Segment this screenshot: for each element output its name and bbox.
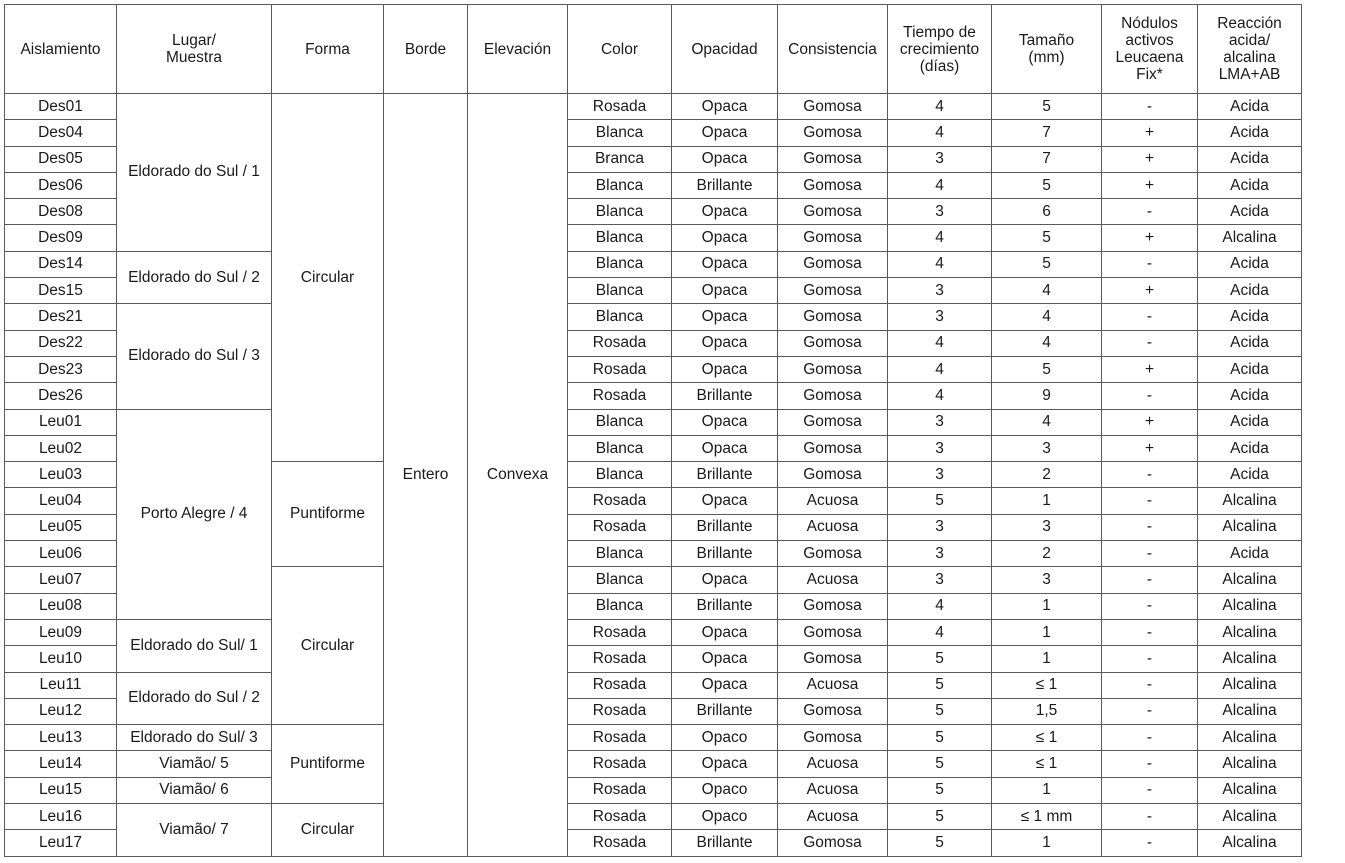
cell-tiempo: 3 (888, 199, 992, 225)
cell-tiempo: 5 (888, 646, 992, 672)
cell-tamano: 3 (992, 567, 1102, 593)
cell-tiempo: 5 (888, 488, 992, 514)
cell-opacidad: Opaca (672, 225, 778, 251)
cell-nodulos: - (1102, 330, 1198, 356)
cell-reaccion: Alcalina (1198, 804, 1302, 830)
cell-color: Blanca (568, 120, 672, 146)
cell-reaccion: Acida (1198, 146, 1302, 172)
cell-opacidad: Opaca (672, 146, 778, 172)
cell-lugar: Eldorado do Sul / 1 (117, 94, 272, 252)
cell-opacidad: Opaca (672, 94, 778, 120)
cell-tamano: 1 (992, 593, 1102, 619)
cell-aislamiento: Leu08 (5, 593, 117, 619)
cell-tamano: 5 (992, 94, 1102, 120)
cell-forma: Puntiforme (272, 725, 384, 804)
cell-lugar: Viamão/ 5 (117, 751, 272, 777)
cell-tamano: ≤ 1 (992, 672, 1102, 698)
cell-reaccion: Alcalina (1198, 514, 1302, 540)
cell-opacidad: Opaca (672, 409, 778, 435)
cell-opacidad: Opaca (672, 330, 778, 356)
cell-opacidad: Opaca (672, 567, 778, 593)
cell-aislamiento: Des15 (5, 278, 117, 304)
cell-color: Branca (568, 146, 672, 172)
cell-reaccion: Acida (1198, 251, 1302, 277)
cell-opacidad: Opaca (672, 751, 778, 777)
cell-tiempo: 4 (888, 619, 992, 645)
cell-consistencia: Gomosa (778, 462, 888, 488)
header-nodulos (1102, 5, 1198, 94)
cell-aislamiento: Leu07 (5, 567, 117, 593)
header-tiempo-line3: (días) (919, 57, 960, 75)
cell-reaccion: Acida (1198, 541, 1302, 567)
cell-aislamiento: Leu01 (5, 409, 117, 435)
cell-aislamiento: Leu11 (5, 672, 117, 698)
cell-reaccion: Acida (1198, 304, 1302, 330)
cell-consistencia: Gomosa (778, 251, 888, 277)
cell-opacidad: Opaco (672, 804, 778, 830)
cell-reaccion: Alcalina (1198, 567, 1302, 593)
cell-color: Blanca (568, 278, 672, 304)
table-row (5, 725, 1302, 751)
header-borde-text: Borde (404, 40, 447, 58)
cell-aislamiento: Des06 (5, 172, 117, 198)
table-body (5, 94, 1302, 857)
cell-consistencia: Acuosa (778, 514, 888, 540)
cell-color: Rosada (568, 330, 672, 356)
cell-nodulos: - (1102, 541, 1198, 567)
table-row (5, 304, 1302, 330)
cell-opacidad: Opaco (672, 725, 778, 751)
cell-tamano: 5 (992, 251, 1102, 277)
cell-elevacion: Convexa (468, 94, 568, 857)
cell-aislamiento: Des09 (5, 225, 117, 251)
cell-color: Rosada (568, 94, 672, 120)
table-container (4, 4, 1302, 857)
cell-color: Rosada (568, 672, 672, 698)
cell-aislamiento: Leu05 (5, 514, 117, 540)
cell-consistencia: Gomosa (778, 725, 888, 751)
cell-consistencia: Gomosa (778, 199, 888, 225)
cell-opacidad: Opaco (672, 777, 778, 803)
cell-tamano: 1 (992, 646, 1102, 672)
cell-reaccion: Alcalina (1198, 698, 1302, 724)
cell-color: Rosada (568, 488, 672, 514)
cell-tiempo: 3 (888, 541, 992, 567)
header-aislamiento-text: Aislamiento (20, 40, 101, 58)
cell-tamano: 2 (992, 541, 1102, 567)
cell-tiempo: 3 (888, 435, 992, 461)
cell-tiempo: 5 (888, 830, 992, 856)
cell-color: Blanca (568, 593, 672, 619)
cell-opacidad: Opaca (672, 304, 778, 330)
cell-lugar: Eldorado do Sul / 2 (117, 251, 272, 304)
header-reaccion-line3: LMA+AB (1218, 66, 1281, 83)
header-elevacion (468, 5, 568, 94)
header-borde (384, 5, 468, 94)
cell-opacidad: Brillante (672, 541, 778, 567)
cell-tamano: 1 (992, 488, 1102, 514)
cell-aislamiento: Leu13 (5, 725, 117, 751)
cell-tamano: ≤ 1 (992, 725, 1102, 751)
cell-consistencia: Gomosa (778, 146, 888, 172)
cell-reaccion: Acida (1198, 172, 1302, 198)
cell-nodulos: + (1102, 172, 1198, 198)
cell-color: Rosada (568, 777, 672, 803)
table-row (5, 777, 1302, 803)
cell-opacidad: Brillante (672, 172, 778, 198)
header-color (568, 5, 672, 94)
header-tiempo-line2: crecimiento (899, 40, 980, 58)
cell-nodulos: - (1102, 698, 1198, 724)
cell-consistencia: Gomosa (778, 356, 888, 382)
header-opacidad (672, 5, 778, 94)
cell-lugar: Viamão/ 6 (117, 777, 272, 803)
header-nodulos-line2: activos (1125, 32, 1174, 49)
cell-nodulos: - (1102, 251, 1198, 277)
cell-consistencia: Acuosa (778, 751, 888, 777)
cell-tiempo: 4 (888, 172, 992, 198)
table-row (5, 94, 1302, 120)
cell-tamano: 3 (992, 435, 1102, 461)
header-tiempo-line1: Tiempo de (903, 23, 976, 41)
cell-tiempo: 4 (888, 383, 992, 409)
cell-opacidad: Opaca (672, 199, 778, 225)
cell-tiempo: 5 (888, 698, 992, 724)
cell-nodulos: + (1102, 356, 1198, 382)
table-row (5, 251, 1302, 277)
table-row (5, 751, 1302, 777)
cell-aislamiento: Leu14 (5, 751, 117, 777)
cell-opacidad: Opaca (672, 120, 778, 146)
header-nodulos-line3: Leucaena (1115, 49, 1184, 66)
header-lugar-line1: Lugar/ (172, 32, 216, 49)
cell-aislamiento: Des21 (5, 304, 117, 330)
cell-forma: Puntiforme (272, 462, 384, 567)
header-reaccion-line1: Reacción acida/ (1217, 15, 1282, 49)
cell-consistencia: Acuosa (778, 672, 888, 698)
cell-tamano: 6 (992, 199, 1102, 225)
cell-color: Blanca (568, 567, 672, 593)
cell-tamano: ≤ 1 mm (992, 804, 1102, 830)
cell-nodulos: + (1102, 409, 1198, 435)
header-tiempo (888, 5, 992, 94)
cell-nodulos: - (1102, 830, 1198, 856)
cell-opacidad: Opaca (672, 251, 778, 277)
header-tamano-line1: Tamaño (1018, 32, 1075, 49)
isolates-table (4, 4, 1302, 857)
cell-aislamiento: Leu09 (5, 619, 117, 645)
cell-reaccion: Alcalina (1198, 777, 1302, 803)
cell-consistencia: Acuosa (778, 804, 888, 830)
cell-color: Blanca (568, 435, 672, 461)
cell-tamano: 1,5 (992, 698, 1102, 724)
cell-consistencia: Gomosa (778, 409, 888, 435)
cell-aislamiento: Leu02 (5, 435, 117, 461)
cell-tamano: 7 (992, 146, 1102, 172)
cell-aislamiento: Des08 (5, 199, 117, 225)
cell-consistencia: Gomosa (778, 646, 888, 672)
cell-tamano: 5 (992, 172, 1102, 198)
cell-opacidad: Opaca (672, 646, 778, 672)
cell-aislamiento: Leu17 (5, 830, 117, 856)
cell-tamano: 5 (992, 356, 1102, 382)
cell-nodulos: - (1102, 725, 1198, 751)
cell-color: Blanca (568, 541, 672, 567)
cell-reaccion: Acida (1198, 120, 1302, 146)
cell-aislamiento: Des05 (5, 146, 117, 172)
cell-nodulos: - (1102, 567, 1198, 593)
cell-nodulos: - (1102, 304, 1198, 330)
cell-nodulos: + (1102, 120, 1198, 146)
cell-lugar: Eldorado do Sul / 2 (117, 672, 272, 725)
cell-aislamiento: Des26 (5, 383, 117, 409)
cell-aislamiento: Des04 (5, 120, 117, 146)
cell-tamano: 1 (992, 619, 1102, 645)
cell-nodulos: + (1102, 146, 1198, 172)
cell-consistencia: Acuosa (778, 777, 888, 803)
cell-tiempo: 3 (888, 409, 992, 435)
cell-color: Blanca (568, 225, 672, 251)
cell-forma: Circular (272, 567, 384, 725)
cell-color: Rosada (568, 383, 672, 409)
cell-opacidad: Brillante (672, 698, 778, 724)
header-tamano (992, 5, 1102, 94)
cell-tiempo: 5 (888, 804, 992, 830)
cell-nodulos: - (1102, 94, 1198, 120)
header-lugar (117, 5, 272, 94)
header-color-text: Color (600, 40, 639, 58)
cell-tamano: 1 (992, 830, 1102, 856)
cell-aislamiento: Des23 (5, 356, 117, 382)
cell-borde: Entero (384, 94, 468, 857)
cell-tamano: ≤ 1 (992, 751, 1102, 777)
cell-opacidad: Opaca (672, 488, 778, 514)
cell-consistencia: Gomosa (778, 94, 888, 120)
cell-color: Blanca (568, 462, 672, 488)
cell-aislamiento: Leu16 (5, 804, 117, 830)
header-elevacion-text: Elevación (483, 40, 552, 58)
cell-tamano: 3 (992, 514, 1102, 540)
cell-aislamiento: Leu03 (5, 462, 117, 488)
cell-tiempo: 5 (888, 777, 992, 803)
cell-color: Rosada (568, 646, 672, 672)
cell-tiempo: 4 (888, 94, 992, 120)
cell-tamano: 5 (992, 225, 1102, 251)
cell-tiempo: 5 (888, 725, 992, 751)
header-reaccion-line2: alcalina (1223, 49, 1276, 66)
cell-consistencia: Gomosa (778, 593, 888, 619)
cell-lugar: Eldorado do Sul/ 1 (117, 619, 272, 672)
cell-tiempo: 5 (888, 672, 992, 698)
cell-tamano: 4 (992, 278, 1102, 304)
cell-consistencia: Gomosa (778, 541, 888, 567)
cell-color: Rosada (568, 514, 672, 540)
table-row (5, 619, 1302, 645)
header-tamano-line2: (mm) (1028, 49, 1065, 66)
cell-lugar: Porto Alegre / 4 (117, 409, 272, 619)
cell-tiempo: 4 (888, 225, 992, 251)
cell-opacidad: Brillante (672, 593, 778, 619)
cell-lugar: Eldorado do Sul / 3 (117, 304, 272, 409)
header-consistencia (778, 5, 888, 94)
cell-aislamiento: Leu10 (5, 646, 117, 672)
cell-opacidad: Brillante (672, 383, 778, 409)
cell-reaccion: Alcalina (1198, 646, 1302, 672)
cell-nodulos: - (1102, 514, 1198, 540)
cell-tiempo: 4 (888, 356, 992, 382)
cell-reaccion: Alcalina (1198, 751, 1302, 777)
cell-nodulos: - (1102, 593, 1198, 619)
cell-color: Rosada (568, 619, 672, 645)
cell-nodulos: - (1102, 672, 1198, 698)
header-row (5, 5, 1302, 94)
cell-reaccion: Acida (1198, 278, 1302, 304)
cell-reaccion: Alcalina (1198, 830, 1302, 856)
cell-reaccion: Alcalina (1198, 225, 1302, 251)
cell-forma: Circular (272, 804, 384, 857)
cell-reaccion: Alcalina (1198, 725, 1302, 751)
cell-tiempo: 3 (888, 278, 992, 304)
cell-color: Blanca (568, 409, 672, 435)
cell-aislamiento: Leu15 (5, 777, 117, 803)
cell-color: Blanca (568, 251, 672, 277)
header-consistencia-text: Consistencia (788, 40, 877, 58)
cell-reaccion: Acida (1198, 409, 1302, 435)
cell-consistencia: Gomosa (778, 120, 888, 146)
cell-tamano: 4 (992, 304, 1102, 330)
cell-tiempo: 3 (888, 146, 992, 172)
cell-tiempo: 5 (888, 751, 992, 777)
cell-opacidad: Brillante (672, 462, 778, 488)
cell-reaccion: Acida (1198, 199, 1302, 225)
cell-opacidad: Opaca (672, 356, 778, 382)
cell-reaccion: Acida (1198, 383, 1302, 409)
cell-nodulos: - (1102, 199, 1198, 225)
table-row (5, 672, 1302, 698)
cell-reaccion: Alcalina (1198, 488, 1302, 514)
cell-consistencia: Acuosa (778, 567, 888, 593)
cell-tiempo: 4 (888, 330, 992, 356)
cell-tiempo: 4 (888, 120, 992, 146)
cell-consistencia: Gomosa (778, 278, 888, 304)
cell-consistencia: Acuosa (778, 488, 888, 514)
cell-nodulos: - (1102, 777, 1198, 803)
cell-aislamiento: Leu12 (5, 698, 117, 724)
cell-consistencia: Gomosa (778, 435, 888, 461)
cell-tamano: 1 (992, 777, 1102, 803)
cell-reaccion: Alcalina (1198, 593, 1302, 619)
cell-color: Rosada (568, 356, 672, 382)
cell-color: Rosada (568, 698, 672, 724)
table-row (5, 804, 1302, 830)
cell-opacidad: Opaca (672, 278, 778, 304)
cell-aislamiento: Des01 (5, 94, 117, 120)
cell-tiempo: 3 (888, 304, 992, 330)
cell-nodulos: - (1102, 619, 1198, 645)
cell-tiempo: 4 (888, 251, 992, 277)
cell-nodulos: - (1102, 804, 1198, 830)
cell-color: Rosada (568, 751, 672, 777)
cell-lugar: Eldorado do Sul/ 3 (117, 725, 272, 751)
cell-tiempo: 4 (888, 593, 992, 619)
cell-reaccion: Acida (1198, 330, 1302, 356)
cell-nodulos: - (1102, 383, 1198, 409)
cell-nodulos: + (1102, 278, 1198, 304)
cell-tamano: 7 (992, 120, 1102, 146)
cell-consistencia: Gomosa (778, 225, 888, 251)
cell-tiempo: 3 (888, 567, 992, 593)
cell-nodulos: - (1102, 488, 1198, 514)
cell-reaccion: Acida (1198, 94, 1302, 120)
cell-forma: Circular (272, 94, 384, 462)
cell-opacidad: Brillante (672, 830, 778, 856)
header-lugar-line2: Muestra (166, 49, 222, 66)
cell-color: Blanca (568, 304, 672, 330)
cell-aislamiento: Des14 (5, 251, 117, 277)
cell-aislamiento: Leu06 (5, 541, 117, 567)
header-opacidad-text: Opacidad (691, 40, 758, 58)
cell-nodulos: + (1102, 225, 1198, 251)
cell-consistencia: Gomosa (778, 172, 888, 198)
cell-aislamiento: Des22 (5, 330, 117, 356)
cell-tamano: 4 (992, 409, 1102, 435)
table-row (5, 409, 1302, 435)
cell-consistencia: Gomosa (778, 304, 888, 330)
cell-tiempo: 3 (888, 514, 992, 540)
cell-reaccion: Acida (1198, 356, 1302, 382)
cell-consistencia: Gomosa (778, 619, 888, 645)
cell-tiempo: 3 (888, 462, 992, 488)
cell-nodulos: - (1102, 751, 1198, 777)
header-forma-text: Forma (305, 40, 350, 58)
cell-tamano: 9 (992, 383, 1102, 409)
cell-lugar: Viamão/ 7 (117, 804, 272, 857)
cell-aislamiento: Leu04 (5, 488, 117, 514)
cell-consistencia: Gomosa (778, 383, 888, 409)
header-aislamiento (5, 5, 117, 94)
cell-color: Rosada (568, 804, 672, 830)
header-reaccion (1198, 5, 1302, 94)
cell-nodulos: - (1102, 646, 1198, 672)
cell-color: Rosada (568, 725, 672, 751)
cell-nodulos: + (1102, 435, 1198, 461)
cell-color: Blanca (568, 199, 672, 225)
cell-consistencia: Gomosa (778, 330, 888, 356)
cell-reaccion: Acida (1198, 462, 1302, 488)
cell-reaccion: Alcalina (1198, 672, 1302, 698)
cell-opacidad: Opaca (672, 435, 778, 461)
header-forma (272, 5, 384, 94)
cell-reaccion: Alcalina (1198, 619, 1302, 645)
cell-opacidad: Opaca (672, 672, 778, 698)
cell-reaccion: Acida (1198, 435, 1302, 461)
header-nodulos-line4: Fix* (1136, 66, 1163, 83)
cell-color: Rosada (568, 830, 672, 856)
cell-consistencia: Gomosa (778, 698, 888, 724)
header-nodulos-line1: Nódulos (1121, 15, 1178, 32)
cell-opacidad: Brillante (672, 514, 778, 540)
cell-nodulos: - (1102, 462, 1198, 488)
cell-opacidad: Opaca (672, 619, 778, 645)
cell-tamano: 2 (992, 462, 1102, 488)
cell-consistencia: Gomosa (778, 830, 888, 856)
cell-color: Blanca (568, 172, 672, 198)
cell-tamano: 4 (992, 330, 1102, 356)
